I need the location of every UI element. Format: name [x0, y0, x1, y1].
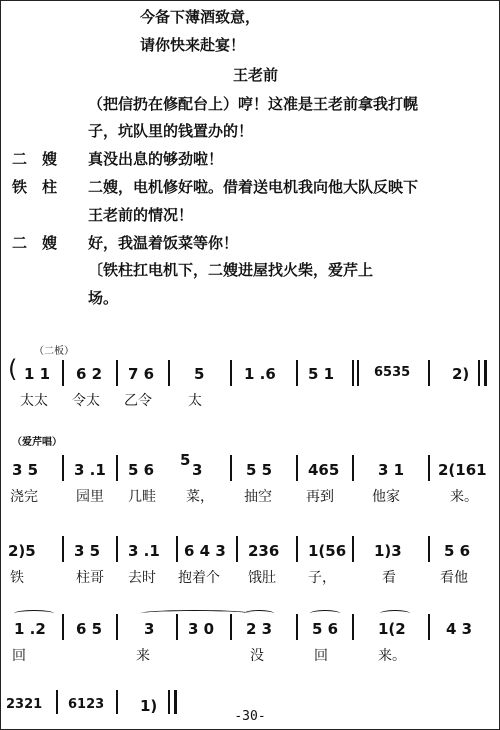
bar-line	[428, 536, 430, 562]
lyric: 来	[136, 648, 150, 664]
note: 3	[192, 461, 203, 479]
bar-line	[296, 536, 298, 562]
speaker-tiezhu: 铁 柱	[12, 178, 58, 196]
note: 6 4 3	[184, 542, 226, 560]
bar-line	[428, 360, 430, 386]
lyric: 看他	[440, 570, 468, 586]
slur	[244, 610, 274, 617]
note: 2)	[452, 365, 470, 383]
bar-line	[296, 360, 298, 386]
speaker-ersao-2: 二 嫂	[12, 234, 58, 252]
final-bar-line	[484, 360, 487, 386]
note: 236	[248, 542, 280, 560]
bar-line	[428, 455, 430, 481]
note: 1 .6	[244, 365, 276, 383]
note: 7 6	[128, 365, 155, 383]
lyric: 来。	[450, 489, 478, 505]
note: 1)3	[374, 542, 402, 560]
tiezhu-line-2: 王老前的情况！	[88, 206, 194, 224]
slur	[310, 610, 340, 617]
note: 5	[194, 365, 205, 383]
verse-line-2: 请你快来赴宴！	[140, 36, 246, 54]
note: 5 5	[246, 461, 273, 479]
bar-line	[352, 614, 354, 640]
note: 5 1	[308, 365, 335, 383]
note: 6 2	[76, 365, 103, 383]
speaker-wang: 王老前	[233, 66, 279, 84]
lyric: 铁	[10, 570, 24, 586]
singer-mark: （爱芹唱）	[12, 437, 62, 448]
note: 3 0	[188, 620, 215, 638]
lyric: 柱哥	[76, 570, 104, 586]
bar-line	[296, 614, 298, 640]
bar-line	[352, 455, 354, 481]
note: 2321	[6, 697, 43, 712]
wang-line-2: 子，坑队里的钱置办的！	[88, 122, 254, 140]
lyric: 园里	[76, 489, 104, 505]
bar-line	[116, 455, 118, 481]
bar-line	[230, 360, 232, 386]
note: 2 3	[246, 620, 273, 638]
note: 5 6	[444, 542, 471, 560]
bar-line	[428, 614, 430, 640]
bar-line	[296, 455, 298, 481]
lyric: 浇完	[10, 489, 38, 505]
slur	[380, 610, 410, 617]
lyric: 乙令	[124, 393, 152, 409]
stage-direction-2: 场。	[88, 289, 119, 307]
lyric: 饿肚	[248, 570, 276, 586]
stage-direction-1: 〔铁柱扛电机下，二嫂进屋找火柴，爱芹上	[88, 261, 374, 279]
lyric: 太太	[20, 393, 48, 409]
speaker-ersao: 二 嫂	[12, 150, 58, 168]
lyric: 看	[382, 570, 396, 586]
note: 3 5	[74, 542, 101, 560]
note: 1(2	[378, 620, 406, 638]
bar-line	[62, 614, 64, 640]
note: 3 1	[378, 461, 405, 479]
lyric: 几畦	[128, 489, 156, 505]
wang-line-1: （把信扔在修配台上）哼！这准是王老前拿我打幌	[88, 95, 419, 113]
bar-line	[176, 614, 178, 640]
bar-line	[62, 360, 64, 386]
note: 3 .1	[74, 461, 106, 479]
lyric: 没	[250, 648, 264, 664]
note: 3 5	[12, 461, 39, 479]
bar-line	[357, 360, 359, 386]
bar-line	[116, 536, 118, 562]
slur	[140, 610, 250, 617]
bar-line	[168, 360, 170, 386]
lyric: 他家	[372, 489, 400, 505]
tiezhu-line-1: 二嫂，电机修好啦。借着送电机我向他大队反映下	[88, 178, 419, 196]
lyric: 回	[12, 648, 26, 664]
lyric: 来。	[378, 648, 406, 664]
bar-line	[236, 536, 238, 562]
note: 1 1	[24, 365, 51, 383]
bar-line	[478, 360, 480, 386]
tempo-mark: （二板）	[34, 346, 74, 357]
note: 6123	[68, 697, 105, 712]
lyric: 菜，	[186, 489, 214, 505]
slur	[14, 610, 54, 617]
note: 1 .2	[14, 620, 46, 638]
bar-line	[116, 360, 118, 386]
note: 5 6	[312, 620, 339, 638]
lyric: 太	[188, 393, 202, 409]
note: 1(56	[308, 542, 347, 560]
note: 6 5	[76, 620, 103, 638]
ersao-line-2: 好，我温着饭菜等你！	[88, 234, 239, 252]
lyric: 子，	[308, 570, 336, 586]
lyric: 再到	[306, 489, 334, 505]
note: 4 3	[446, 620, 473, 638]
bar-line	[352, 536, 354, 562]
note: 2(161	[438, 461, 487, 479]
lyric: 抽空	[244, 489, 272, 505]
ersao-line-1: 真没出息的够劲啦！	[88, 150, 224, 168]
note: 6535	[374, 365, 411, 380]
verse-line-1: 今备下薄酒致意，	[140, 8, 261, 26]
lyric: 令太	[72, 393, 100, 409]
bar-line	[176, 536, 178, 562]
bar-line	[352, 360, 354, 386]
bar-line	[62, 536, 64, 562]
note: 3 .1	[128, 542, 160, 560]
note: 1)	[140, 697, 158, 715]
grace-note: 5	[180, 451, 191, 469]
open-paren: (	[8, 355, 18, 383]
note: 3	[144, 620, 155, 638]
note: 2)5	[8, 542, 36, 560]
bar-line	[116, 614, 118, 640]
page-number: -30-	[234, 709, 266, 724]
lyric: 回	[314, 648, 328, 664]
bar-line	[230, 455, 232, 481]
bar-line	[230, 614, 232, 640]
note: 5 6	[128, 461, 155, 479]
note: 465	[308, 461, 340, 479]
lyric: 去时	[128, 570, 156, 586]
lyric: 抱着个	[178, 570, 220, 586]
bar-line	[62, 455, 64, 481]
